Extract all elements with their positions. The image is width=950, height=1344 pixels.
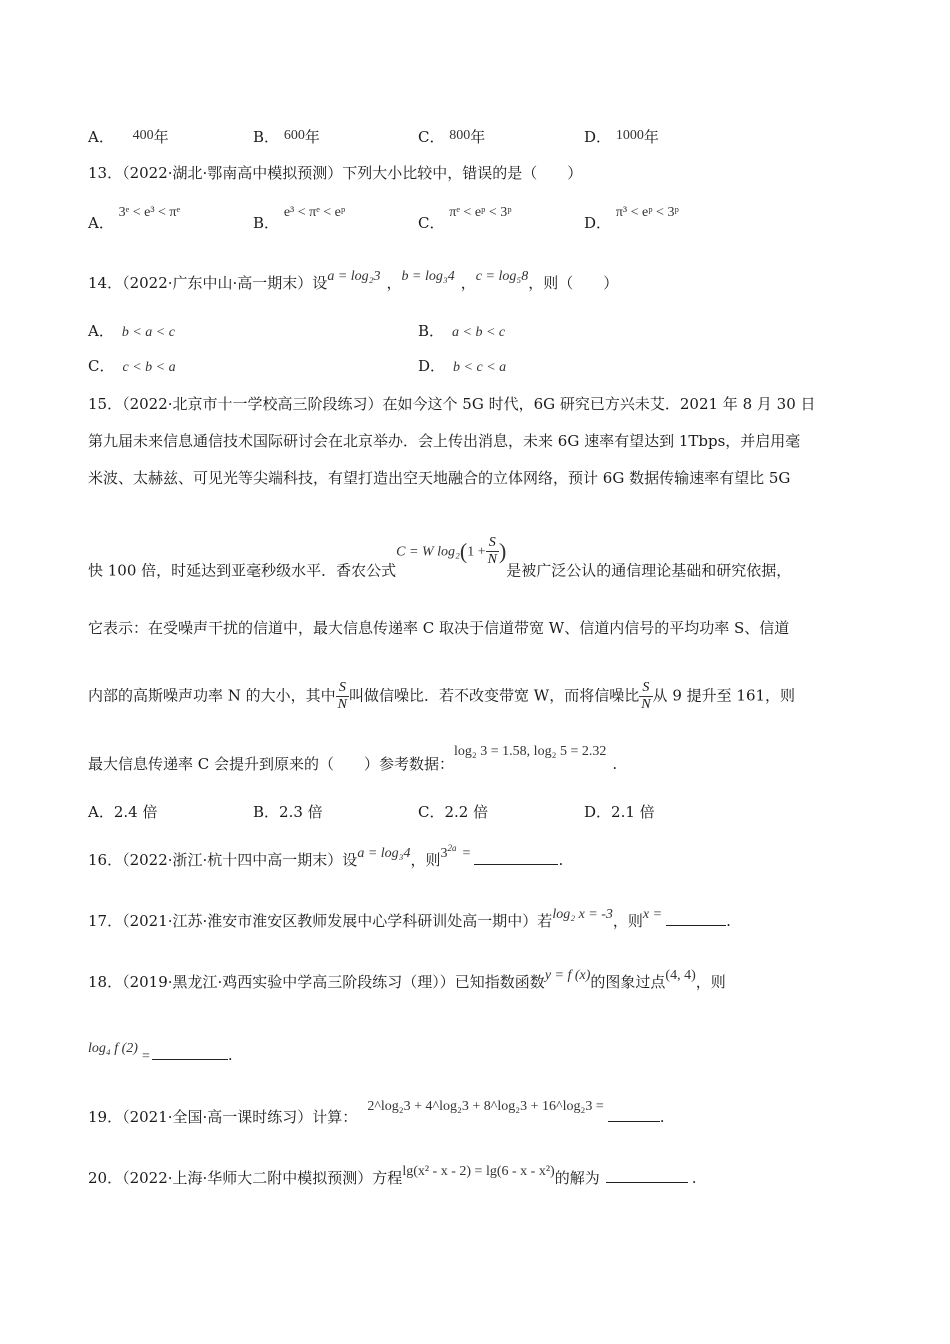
q18-stem: 18．（2019·黑龙江·鸡西实验中学高三阶段练习（理））已知指数函数y = f (x)的图象过点(4, 4)，则	[88, 968, 726, 991]
q14-option-b[interactable]: B． a < b < c	[418, 322, 506, 340]
snr-fraction-3: $\frac{S}{N}$	[641, 680, 651, 712]
q15-line-3: 米波、太赫兹、可见光等尖端科技，有望打造出空天地融合的立体网络，预计 6G 数据传输速率有望比 5G	[88, 469, 791, 487]
q16-stem: 16．（2022·浙江·杭十四中高一期末）设a = log₃4，则$3^{2a}$ = .	[88, 843, 564, 869]
q12-option-c[interactable]: C． 800年	[418, 128, 486, 146]
q15-line-5: 它表示：在受噪声干扰的信道中，最大信息传递率 C 取决于信道带宽 W、信道内信号的平均功率 S、信道	[88, 619, 790, 637]
q13-option-b[interactable]: B． e³ < πᵉ < eᵖ	[253, 205, 346, 232]
q15-option-a[interactable]: A．2.4 倍	[88, 803, 158, 821]
q15-option-b[interactable]: B．2.3 倍	[253, 803, 323, 821]
q12-option-b[interactable]: B． 600年	[253, 128, 320, 146]
q13-option-d[interactable]: D． π³ < eᵖ < 3ᵖ	[584, 205, 679, 232]
q15-line-7: 最大信息传递率 C 会提升到原来的（ ）参考数据：log₂ 3 = 1.58, log₂ 5 = 2.32.	[88, 744, 618, 773]
q15-line-4: 快 100 倍，时延达到亚毫秒级水平．香农公式C = W log₂(1 + $\frac{S}{N}$ )是被广泛公认的通信理论基础和研究依据，	[88, 535, 792, 580]
q14-option-c[interactable]: C． c < b < a	[88, 357, 176, 375]
q20-expr: lg(x² - x - 2) = lg(6 - x - x²)	[402, 1164, 555, 1179]
q14-stem: 14．（2022·广东中山·高一期末）设a = log₂3 ，b = log₃4 ，c = log₅8，则（ ）	[88, 269, 619, 292]
q16-answer-blank[interactable]	[474, 850, 558, 865]
q14-option-d[interactable]: D． b < c < a	[418, 357, 507, 375]
q15-ref-data: log₂ 3 = 1.58, log₂ 5 = 2.32	[454, 744, 607, 759]
q14-option-a[interactable]: A． b < a < c	[88, 322, 175, 340]
q15-line-1: 15．（2022·北京市十一学校高三阶段练习）在如今这个 5G 时代，6G 研究已方兴未艾．2021 年 8 月 30 日	[88, 395, 816, 413]
q14-expr-a: a = log₂3	[327, 269, 381, 284]
q13-option-a[interactable]: A． 3ᵉ < e³ < πᵉ	[88, 205, 181, 232]
q14-expr-b: b = log₃4	[401, 269, 455, 284]
q20-answer-blank[interactable]	[606, 1168, 688, 1183]
q19-answer-blank[interactable]	[608, 1107, 660, 1122]
q14-expr-c: c = log₅8	[475, 269, 529, 284]
q18-line-2: log₄ f (2)= .	[88, 1041, 233, 1064]
q12-option-d[interactable]: D． 1000年	[584, 128, 659, 146]
snr-fraction: $\frac{S}{N}$	[487, 535, 497, 567]
q15-option-c[interactable]: C．2.2 倍	[418, 803, 489, 821]
q12-option-a[interactable]: A． 400年	[88, 128, 169, 146]
q15-line-6: 内部的高斯噪声功率 N 的大小，其中 $\frac{S}{N}$ 叫做信噪比．若不改变带宽 W，而将信噪比 $\frac{S}{N}$ 从 9 提升至 161，则	[88, 680, 796, 712]
q15-option-d[interactable]: D．2.1 倍	[584, 803, 655, 821]
q20-stem: 20．（2022·上海·华师大二附中模拟预测）方程lg(x² - x - 2) = lg(6 - x - x²)的解为 .	[88, 1164, 697, 1187]
q18-answer-blank[interactable]	[152, 1045, 228, 1060]
q17-stem: 17．（2021·江苏·淮安市淮安区教师发展中心学科研训处高一期中）若log₂ x = -3，则x = .	[88, 907, 731, 930]
q13-option-c[interactable]: C． πᵉ < eᵖ < 3ᵖ	[418, 205, 512, 232]
q19-stem: 19．（2021·全国·高一课时练习）计算：2^log₂3 + 4^log₂3 + 8^log₂3 + 16^log₂3 =.	[88, 1099, 665, 1126]
q13-stem: 13．（2022·湖北·鄂南高中模拟预测）下列大小比较中，错误的是（ ）	[88, 164, 583, 182]
q19-expr: 2^log₂3 + 4^log₂3 + 8^log₂3 + 16^log₂3 =	[367, 1099, 604, 1114]
snr-fraction-2: $\frac{S}{N}$	[337, 680, 348, 712]
q17-answer-blank[interactable]	[666, 911, 726, 926]
shannon-formula: C = W log₂(1 + $\frac{S}{N}$ )	[396, 535, 507, 567]
q15-line-2: 第九届未来信息通信技术国际研讨会在北京举办．会上传出消息，未来 6G 速率有望达到 1Tbps，并启用毫	[88, 432, 801, 450]
